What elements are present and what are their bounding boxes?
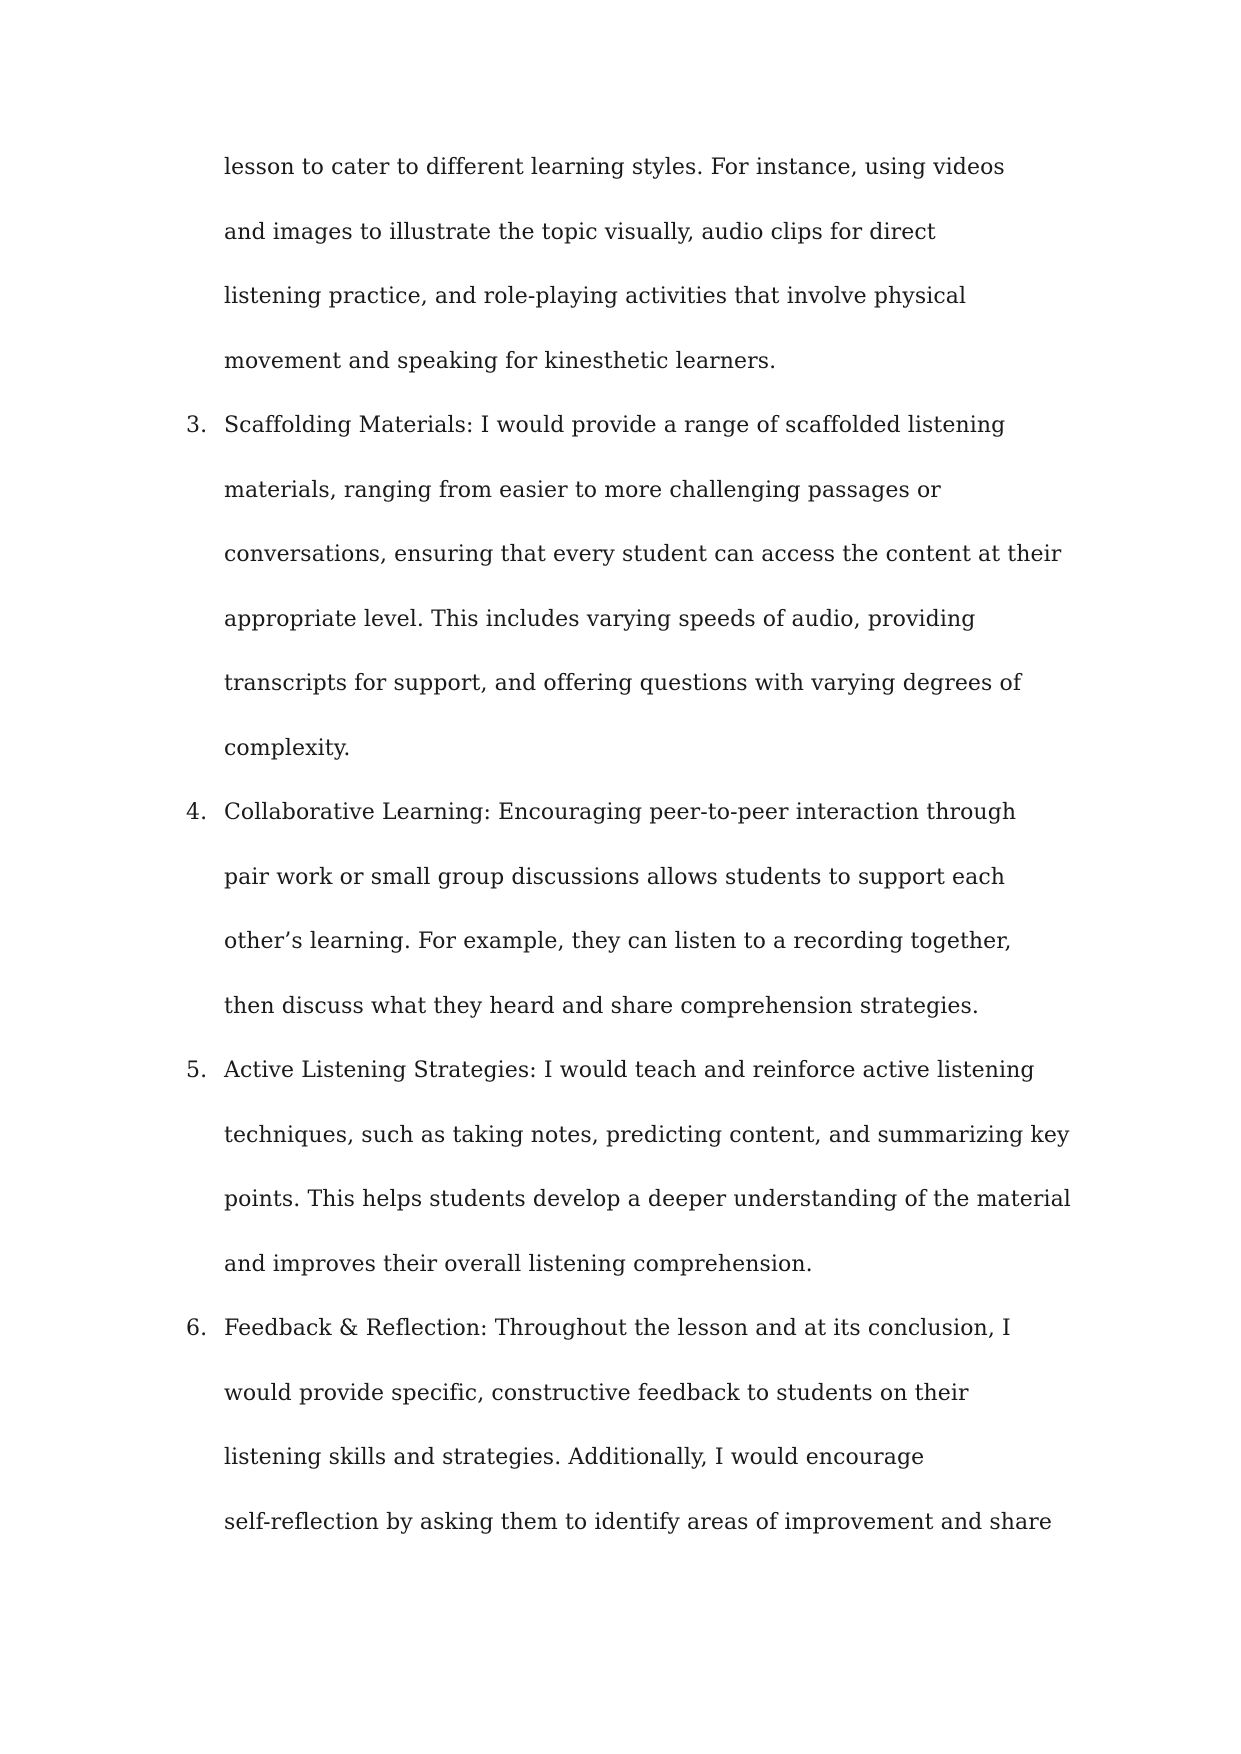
list-number: 4. [186,800,208,825]
text-line: lesson to cater to different learning styles. For instance, using videos [224,155,1005,180]
text-line-first [186,1297,1086,1362]
text-line: techniques, such as taking notes, predicting content, and summarizing key [224,1122,1070,1148]
text-line-first [186,1039,1086,1104]
text-line: and images to illustrate the topic visually, audio clips for direct [224,219,936,245]
text-line: self-reflection by asking them to identify areas of improvement and share [224,1509,1052,1535]
document-body [186,136,1086,1555]
text-line: would provide specific, constructive feedback to students on their [224,1380,969,1406]
list-number: 6. [186,1316,208,1341]
list-number: 3. [186,413,208,438]
text-line: listening skills and strategies. Additionally, I would encourage [224,1445,925,1470]
text-line: Feedback & Reflection: Throughout the lesson and at its conclusion, I [224,1316,1011,1341]
text-line: listening practice, and role-playing activities that involve physical [224,284,967,309]
text-line: complexity. [224,735,351,761]
text-line: materials, ranging from easier to more challenging passages or [224,477,941,503]
list-number: 5. [186,1058,208,1083]
text-line: and improves their overall listening comprehension. [224,1251,813,1277]
list-item-4 [186,781,1086,1039]
text-line: Active Listening Strategies: I would teach and reinforce active listening [224,1058,1035,1083]
text-line: appropriate level. This includes varying speeds of audio, providing [224,606,976,632]
list-item-3 [186,394,1086,781]
text-line: Scaffolding Materials: I would provide a range of scaffolded listening [224,413,1006,438]
text-line: points. This helps students develop a deeper understanding of the material [224,1187,1071,1212]
text-line: pair work or small group discussions allows students to support each [224,864,1006,890]
text-line: then discuss what they heard and share comprehension strategies. [224,993,980,1019]
text-line: other’s learning. For example, they can listen to a recording together, [224,929,1012,954]
list-item-6 [186,1297,1086,1555]
text-line: transcripts for support, and offering questions with varying degrees of [224,671,1022,696]
text-line: conversations, ensuring that every student can access the content at their [224,542,1062,567]
text-line-first [186,394,1086,459]
list-item-continuation [186,136,1086,394]
text-line-first [186,781,1086,846]
list-item-5 [186,1039,1086,1297]
text-line: movement and speaking for kinesthetic learners. [224,348,777,374]
text-line: Collaborative Learning: Encouraging peer-to-peer interaction through [224,800,1017,825]
